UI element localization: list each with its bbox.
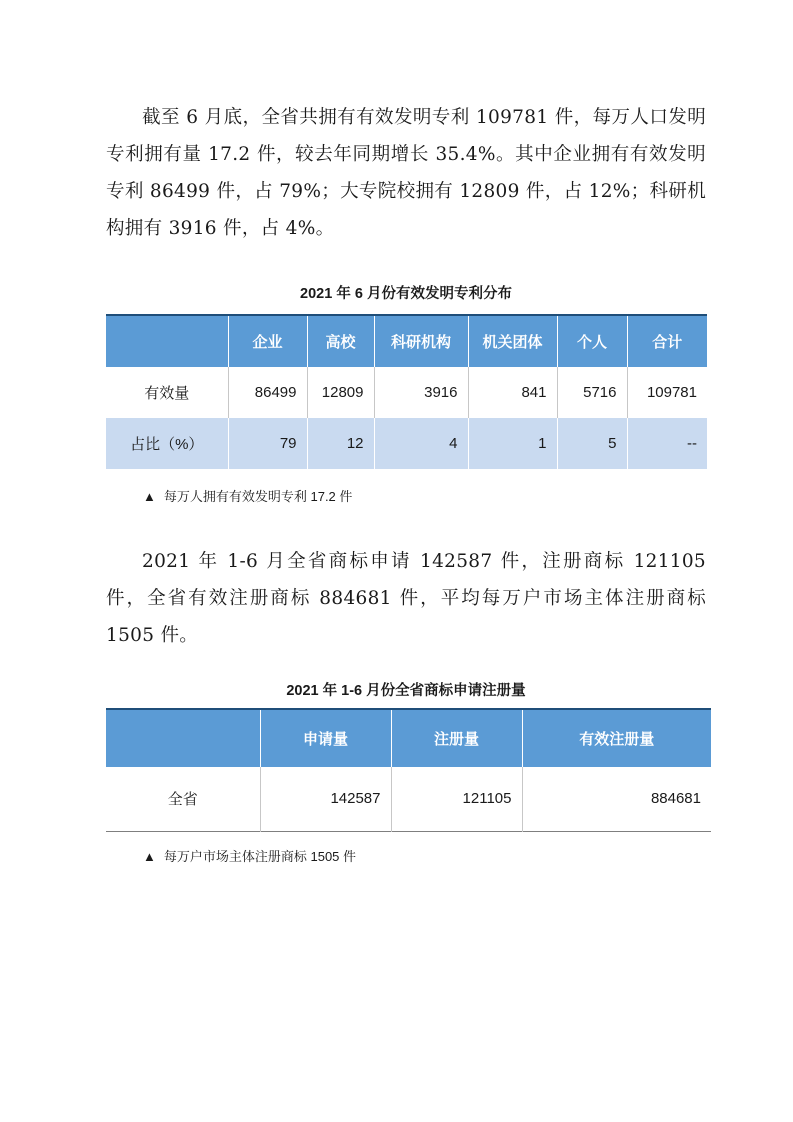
table-cell: 109781 [627,367,707,418]
table2-caption: 2021 年 1-6 月份全省商标申请注册量 [286,683,526,699]
header-cell: 科研机构 [374,315,468,367]
table-cell: 884681 [522,767,711,831]
triangle-icon: ▲ [143,849,156,864]
header-cell [106,315,228,367]
table-cell: 841 [468,367,557,418]
table-cell: 3916 [374,367,468,418]
header-cell [106,709,260,767]
header-cell: 合计 [627,315,707,367]
table1-caption: 2021 年 6 月份有效发明专利分布 [300,286,512,302]
table-cell: 4 [374,418,468,469]
header-cell: 注册量 [391,709,522,767]
header-cell: 申请量 [260,709,391,767]
header-cell: 机关团体 [468,315,557,367]
header-cell: 企业 [228,315,307,367]
row-label: 全省 [167,791,198,809]
header-cell: 有效注册量 [522,709,711,767]
header-cell: 个人 [557,315,627,367]
table-cell: 5716 [557,367,627,418]
table-header-row [106,315,707,367]
patent-distribution-table [106,314,707,469]
table-cell: 121105 [391,767,522,831]
table1-note [143,486,352,505]
table-cell: 86499 [228,367,307,418]
table-row [106,418,707,469]
table1-note-text: 每万人拥有有效发明专利 17.2 件 [163,489,353,504]
table2-note [143,846,356,865]
table-header-row [106,709,711,767]
paragraph-trademarks [106,543,706,654]
table-cell: 12809 [307,367,374,418]
table-cell: 12 [307,418,374,469]
paragraph-patents-text: 截至 6 月底，全省共拥有有效发明专利 109781 件，每万人口发明专利拥有量 17.2 件，较去年同期增长 35.4%。其中企业拥有有效发明专利 86499 件，占 79%；大专院校拥有 12809 件，占 12%；科研机构拥有 3916 件，占 4%。 [106,107,706,239]
table-cell: -- [627,418,707,469]
paragraph-patents [106,99,706,247]
header-cell: 高校 [307,315,374,367]
row-label: 有效量 [144,385,190,402]
table-cell: 79 [228,418,307,469]
table-cell: 5 [557,418,627,469]
table-row [106,767,711,831]
table-cell: 1 [468,418,557,469]
row-label: 占比（%） [106,418,228,469]
paragraph-trademarks-text: 2021 年 1-6 月全省商标申请 142587 件，注册商标 121105 件，全省有效注册商标 884681 件，平均每万户市场主体注册商标 1505 件。 [106,551,706,646]
table-cell: 142587 [260,767,391,831]
trademark-table [106,708,711,832]
table-row [106,367,707,418]
triangle-icon: ▲ [143,489,156,504]
table2-note-text: 每万户市场主体注册商标 1505 件 [163,849,357,864]
